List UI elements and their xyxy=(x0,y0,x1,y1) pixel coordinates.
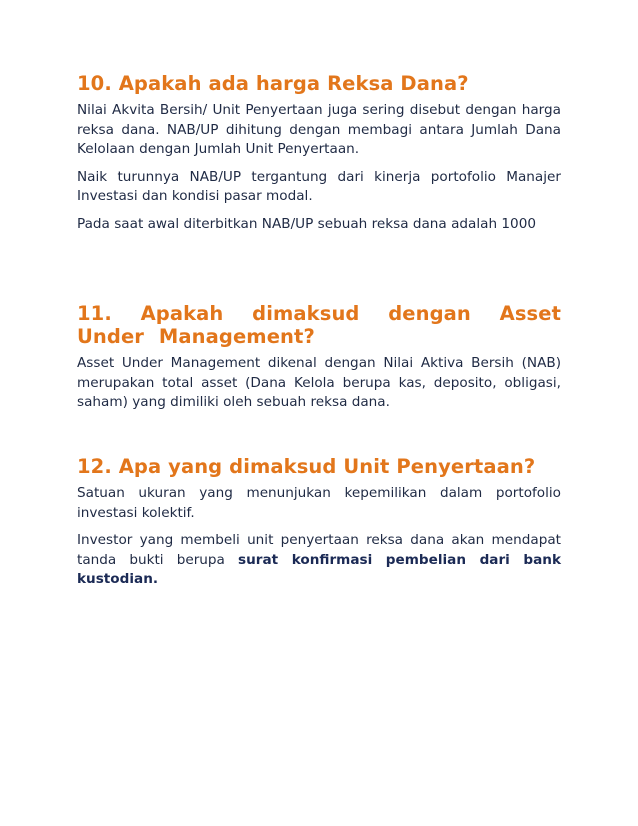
paragraph: Asset Under Management dikenal dengan Nilai Aktiva Bersih (NAB) merupakan total asset (Dana Kelola berupa kas, deposito, obligasi, saham) yang dimiliki oleh sebuah reksa dana. xyxy=(77,355,561,410)
paragraph: Pada saat awal diterbitkan NAB/UP sebuah reksa dana adalah 1000 xyxy=(77,215,537,232)
section-heading: 11. Apakah dimaksud dengan Asset Under Management? xyxy=(77,302,561,348)
section-10 xyxy=(77,72,561,242)
paragraph: Nilai Akvita Bersih/ Unit Penyertaan juga sering disebut dengan harga reksa dana. NAB/UP dihitung dengan membagi antara Jumlah Dana Kelolaan dengan Jumlah Unit Penyertaan. xyxy=(77,102,561,157)
paragraph-with-emphasis xyxy=(77,531,561,590)
section-11 xyxy=(77,302,561,421)
section-heading: 10. Apakah ada harga Reksa Dana? xyxy=(77,72,469,95)
paragraph: Satuan ukuran yang menunjukan kepemilikan dalam portofolio investasi kolektif. xyxy=(77,485,561,521)
section-12 xyxy=(77,455,561,598)
emphasized-text: surat konfirmasi pembelian dari bank kustodian. xyxy=(77,551,562,587)
section-heading: 12. Apa yang dimaksud Unit Penyertaan? xyxy=(77,455,536,478)
paragraph: Naik turunnya NAB/UP tergantung dari kinerja portofolio Manajer Investasi dan kondisi pasar modal. xyxy=(77,168,561,204)
paragraph-text: Investor yang membeli unit penyertaan reksa dana akan mendapat tanda bukti berupa xyxy=(77,532,561,568)
